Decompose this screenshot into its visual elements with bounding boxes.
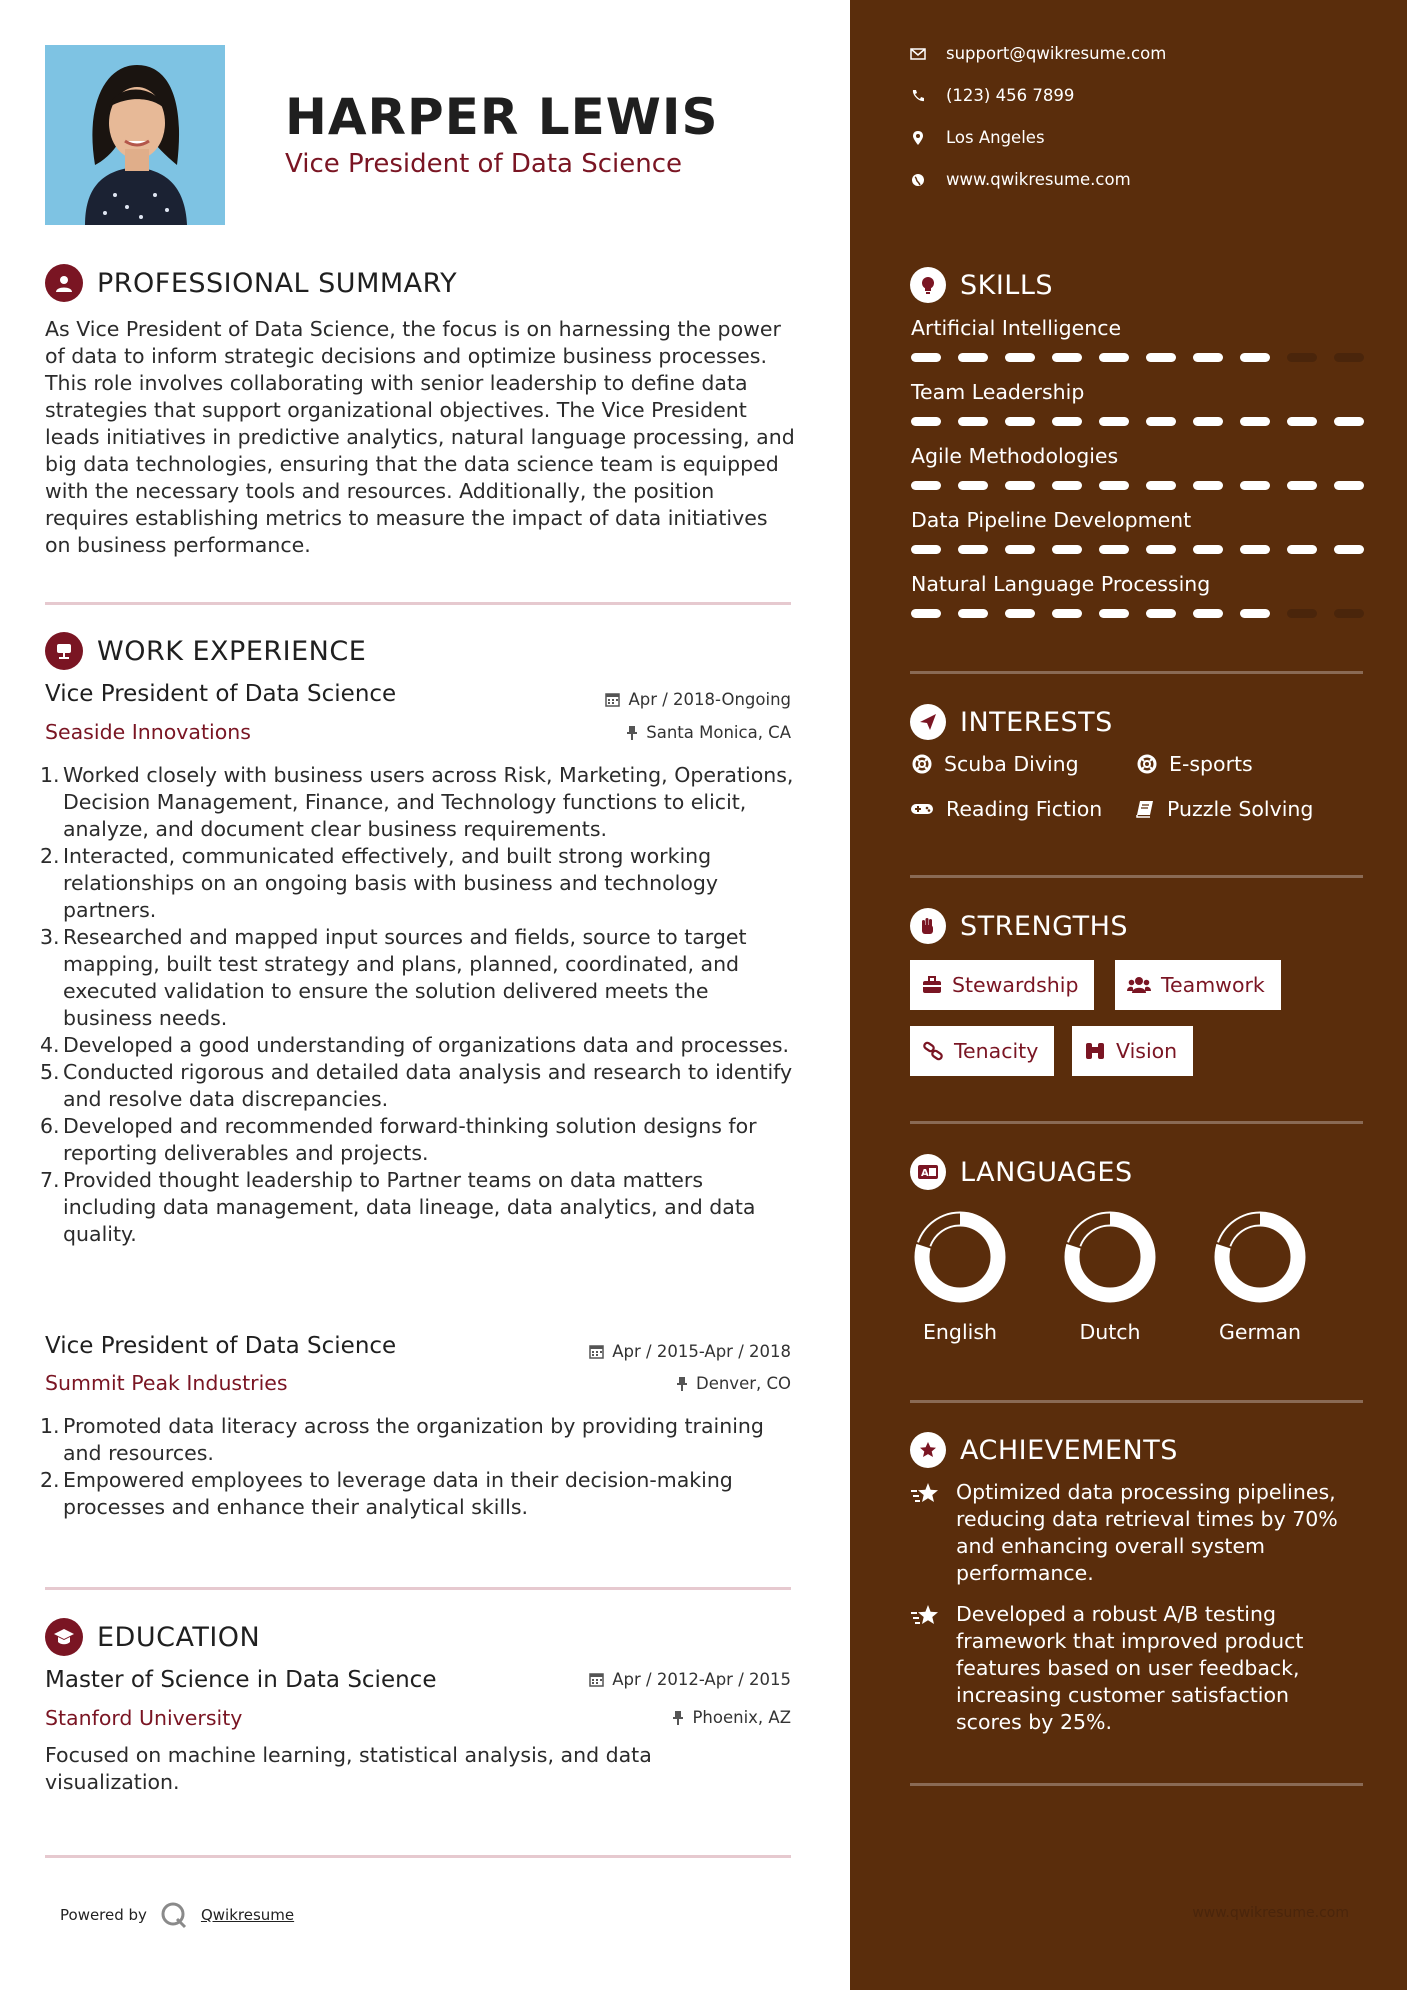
language-donut xyxy=(910,1207,1010,1307)
achievement-text: Optimized data processing pipelines, reducing data retrieval times by 70% and enhancing overall system performance. xyxy=(956,1480,1338,1585)
skill-segment xyxy=(911,609,941,618)
candidate-name: HARPER LEWIS xyxy=(285,88,719,146)
list-item: 7. Provided thought leadership to Partner teams on data matters including data management, data lineage, data analytics, and data quality. xyxy=(40,1168,756,1246)
achievement-item xyxy=(910,1601,1356,1736)
education-heading xyxy=(45,1618,260,1656)
skill-level-bar xyxy=(911,353,1364,362)
calendar-icon xyxy=(589,1344,604,1359)
skill-segment xyxy=(1193,353,1223,362)
skill-segment xyxy=(1052,481,1082,490)
skill-segment xyxy=(1334,545,1364,554)
language-donut xyxy=(1060,1207,1160,1307)
skill-segment xyxy=(1005,417,1035,426)
company-name: Seaside Innovations xyxy=(45,720,251,744)
summary-title: PROFESSIONAL SUMMARY xyxy=(97,267,458,299)
briefcase-icon xyxy=(45,632,83,670)
language-ring xyxy=(1190,1207,1330,1307)
skill-segment xyxy=(1146,417,1176,426)
skill-level-bar xyxy=(911,545,1364,554)
users-icon xyxy=(1127,976,1151,994)
job-location xyxy=(626,723,791,742)
skill-segment xyxy=(1099,609,1129,618)
skill-segment xyxy=(911,353,941,362)
pin-icon xyxy=(676,1376,688,1391)
skills-heading xyxy=(910,267,1053,303)
skill-segment xyxy=(1099,417,1129,426)
skill-segment xyxy=(1052,353,1082,362)
globe-icon xyxy=(910,173,926,187)
skill-segment xyxy=(1240,481,1270,490)
gamepad-icon xyxy=(910,801,934,817)
skill-segment xyxy=(1052,545,1082,554)
qwikresume-logo-icon xyxy=(159,1900,189,1930)
brand-link[interactable]: Qwikresume xyxy=(200,1906,295,1924)
experience-title: WORK EXPERIENCE xyxy=(97,635,367,667)
language-label: English xyxy=(922,1320,998,1344)
skill-segment xyxy=(958,609,988,618)
divider xyxy=(45,1587,791,1590)
candidate-title: Vice President of Data Science xyxy=(285,149,682,179)
binoculars-icon xyxy=(1084,1041,1106,1061)
link-icon xyxy=(922,1041,944,1061)
list-item: 6. Developed and recommended forward-thinking solution designs for reporting deliverables and projects. xyxy=(40,1114,757,1165)
phone-icon xyxy=(910,89,926,103)
star-icon xyxy=(910,1601,942,1736)
language-ring xyxy=(1040,1207,1180,1307)
language-label: German xyxy=(1218,1320,1302,1344)
experience-heading xyxy=(45,632,366,670)
briefcase-icon xyxy=(922,976,942,994)
calendar-icon xyxy=(589,1672,604,1687)
interest-label: Puzzle Solving xyxy=(1167,797,1314,821)
contact-phone[interactable] xyxy=(910,86,1074,105)
interest-item xyxy=(1135,797,1313,821)
list-item: 4. Developed a good understanding of organizations data and processes. xyxy=(40,1033,790,1057)
skill-segment xyxy=(1146,353,1176,362)
language-ring xyxy=(890,1207,1030,1307)
profile-photo xyxy=(45,45,225,225)
job-location xyxy=(676,1374,791,1393)
interest-label: E-sports xyxy=(1169,752,1253,776)
skill-segment xyxy=(1334,417,1364,426)
interest-item xyxy=(1137,752,1253,776)
divider xyxy=(910,671,1363,674)
skill-level-bar xyxy=(911,481,1364,490)
skill-segment xyxy=(911,481,941,490)
achievement-item xyxy=(910,1479,1356,1587)
footer-site: www.qwikresume.com xyxy=(1192,1905,1349,1921)
skill-segment xyxy=(1240,609,1270,618)
divider xyxy=(910,1783,1363,1786)
skill-segment xyxy=(1193,609,1223,618)
skill-segment xyxy=(911,417,941,426)
skill-level-bar xyxy=(911,609,1364,618)
strength-tag xyxy=(910,960,1094,1010)
language-icon xyxy=(910,1154,946,1190)
strengths-title: STRENGTHS xyxy=(960,910,1129,942)
skill-label: Artificial Intelligence xyxy=(911,316,1122,340)
skill-level-bar xyxy=(911,417,1364,426)
skill-segment xyxy=(1334,353,1364,362)
skill-segment xyxy=(911,545,941,554)
pin-icon xyxy=(672,1710,684,1725)
phone-text: (123) 456 7899 xyxy=(946,86,1075,105)
summary-heading xyxy=(45,264,457,302)
divider xyxy=(45,602,791,605)
strength-label: Vision xyxy=(1116,1039,1178,1063)
life-ring-icon xyxy=(1137,754,1157,774)
interest-label: Scuba Diving xyxy=(944,752,1079,776)
job-location-text: Santa Monica, CA xyxy=(646,723,791,742)
job-bullets xyxy=(40,1413,795,1521)
strength-tag xyxy=(1115,960,1281,1010)
skill-segment xyxy=(1052,417,1082,426)
sidebar xyxy=(850,0,1407,1990)
envelope-icon xyxy=(910,48,926,60)
skill-segment xyxy=(1334,609,1364,618)
divider xyxy=(910,1121,1363,1124)
skill-segment xyxy=(1193,417,1223,426)
skill-segment xyxy=(958,481,988,490)
skill-segment xyxy=(1287,353,1317,362)
calendar-icon xyxy=(605,692,620,707)
education-date xyxy=(589,1670,791,1689)
skill-segment xyxy=(1240,417,1270,426)
skill-segment xyxy=(1287,609,1317,618)
summary-text: As Vice President of Data Science, the focus is on harnessing the power of data to inform strategic decisions and optimize business processes. This role involves collaborating with senior leadership to define data strategies that support organizational objectives. The Vice President leads initiatives in predictive analytics, natural language processing, and big data technologies, ensuring that the data science team is equipped with the necessary tools and resources. Additionally, the position requires establishing metrics to measure the impact of data initiatives on business performance. xyxy=(45,317,795,557)
skills-title: SKILLS xyxy=(960,269,1054,301)
education-date-text: Apr / 2012-Apr / 2015 xyxy=(612,1670,791,1689)
skill-segment xyxy=(1146,481,1176,490)
location-pin-icon xyxy=(910,130,926,146)
divider xyxy=(910,875,1363,878)
skill-segment xyxy=(1099,481,1129,490)
company-name: Summit Peak Industries xyxy=(45,1371,288,1395)
skill-segment xyxy=(1052,609,1082,618)
achievements-heading xyxy=(910,1432,1178,1468)
languages-title: LANGUAGES xyxy=(960,1156,1133,1188)
language-donut xyxy=(1210,1207,1310,1307)
life-ring-icon xyxy=(912,754,932,774)
skill-segment xyxy=(1099,545,1129,554)
lightbulb-icon xyxy=(910,267,946,303)
list-item: 3. Researched and mapped input sources and fields, source to target mapping, built test strategy and plans, planned, coordinated, and executed validation to ensure the solution delivered meets the business needs. xyxy=(40,925,747,1030)
skill-segment xyxy=(1287,545,1317,554)
skill-segment xyxy=(1005,545,1035,554)
list-item: 2. Empowered employees to leverage data in their decision-making processes and enhance their analytical skills. xyxy=(40,1468,733,1519)
skill-segment xyxy=(1240,353,1270,362)
pin-icon xyxy=(626,725,638,740)
interest-item xyxy=(910,797,1102,821)
school-name: Stanford University xyxy=(45,1706,243,1730)
strength-label: Teamwork xyxy=(1161,973,1265,997)
education-location-text: Phoenix, AZ xyxy=(692,1708,791,1727)
divider xyxy=(45,1855,791,1858)
skill-label: Natural Language Processing xyxy=(911,572,1211,596)
list-item: 2. Interacted, communicated effectively, and built strong working relationships on an ongoing basis with business and technology partners. xyxy=(40,844,719,922)
job-title: Vice President of Data Science xyxy=(45,681,397,707)
divider xyxy=(910,1400,1363,1403)
user-icon xyxy=(45,264,83,302)
strengths-heading xyxy=(910,908,1128,944)
contact-email[interactable] xyxy=(910,44,1166,63)
strength-tag xyxy=(910,1026,1054,1076)
strength-tag xyxy=(1072,1026,1193,1076)
skill-segment xyxy=(1193,545,1223,554)
skill-segment xyxy=(1005,481,1035,490)
interest-label: Reading Fiction xyxy=(946,797,1103,821)
job-date-text: Apr / 2015-Apr / 2018 xyxy=(612,1342,791,1361)
star-icon xyxy=(910,1479,942,1587)
education-location xyxy=(672,1708,791,1727)
skill-segment xyxy=(1146,545,1176,554)
job-date xyxy=(589,1342,791,1361)
job-location-text: Denver, CO xyxy=(695,1374,791,1393)
education-description: Focused on machine learning, statistical analysis, and data visualization. xyxy=(45,1743,652,1794)
education-title: EDUCATION xyxy=(97,1621,261,1653)
powered-by-label: Powered by xyxy=(60,1906,147,1924)
interests-heading xyxy=(910,704,1113,740)
skill-segment xyxy=(958,417,988,426)
skill-label: Agile Methodologies xyxy=(911,444,1119,468)
degree: Master of Science in Data Science xyxy=(45,1667,437,1693)
book-icon xyxy=(1135,799,1155,819)
skill-segment xyxy=(1005,353,1035,362)
powered-by xyxy=(60,1900,294,1930)
skill-segment xyxy=(1193,481,1223,490)
skill-segment xyxy=(1146,609,1176,618)
skill-label: Team Leadership xyxy=(911,380,1085,404)
skill-segment xyxy=(1240,545,1270,554)
language-label: Dutch xyxy=(1079,1320,1141,1344)
skill-label: Data Pipeline Development xyxy=(911,508,1192,532)
strength-label: Tenacity xyxy=(954,1039,1039,1063)
skill-segment xyxy=(1287,481,1317,490)
graduation-cap-icon xyxy=(45,1618,83,1656)
job-date-text: Apr / 2018-Ongoing xyxy=(628,690,791,709)
job-title: Vice President of Data Science xyxy=(45,1333,397,1359)
job-bullets xyxy=(40,762,795,1248)
achievements-title: ACHIEVEMENTS xyxy=(960,1434,1178,1466)
skill-segment xyxy=(958,545,988,554)
interests-title: INTERESTS xyxy=(960,706,1113,738)
skill-segment xyxy=(1334,481,1364,490)
skill-segment xyxy=(1287,417,1317,426)
paper-plane-icon xyxy=(910,704,946,740)
skill-segment xyxy=(1099,353,1129,362)
achievement-text: Developed a robust A/B testing framework that improved product features based on user feedback, increasing customer satisfaction scores by 25%. xyxy=(956,1602,1304,1734)
languages-heading xyxy=(910,1154,1133,1190)
job-date xyxy=(605,690,791,709)
star-badge-icon xyxy=(910,1432,946,1468)
email-text: support@qwikresume.com xyxy=(946,44,1167,63)
skill-segment xyxy=(1005,609,1035,618)
list-item: 1. Worked closely with business users across Risk, Marketing, Operations, Decision Management, Finance, and Technology functions to elicit, analyze, and document clear business requirements. xyxy=(40,763,794,841)
list-item: 1. Promoted data literacy across the organization by providing training and resources. xyxy=(40,1414,764,1465)
interest-item xyxy=(912,752,1079,776)
svg-text:A: A xyxy=(921,1168,929,1179)
location-text: Los Angeles xyxy=(946,128,1045,147)
website-text: www.qwikresume.com xyxy=(946,170,1131,189)
contact-website[interactable] xyxy=(910,170,1131,189)
skill-segment xyxy=(958,353,988,362)
strength-label: Stewardship xyxy=(952,973,1079,997)
list-item: 5. Conducted rigorous and detailed data analysis and research to identify and resolve data discrepancies. xyxy=(40,1060,793,1111)
contact-location xyxy=(910,128,1045,147)
hand-icon xyxy=(910,908,946,944)
